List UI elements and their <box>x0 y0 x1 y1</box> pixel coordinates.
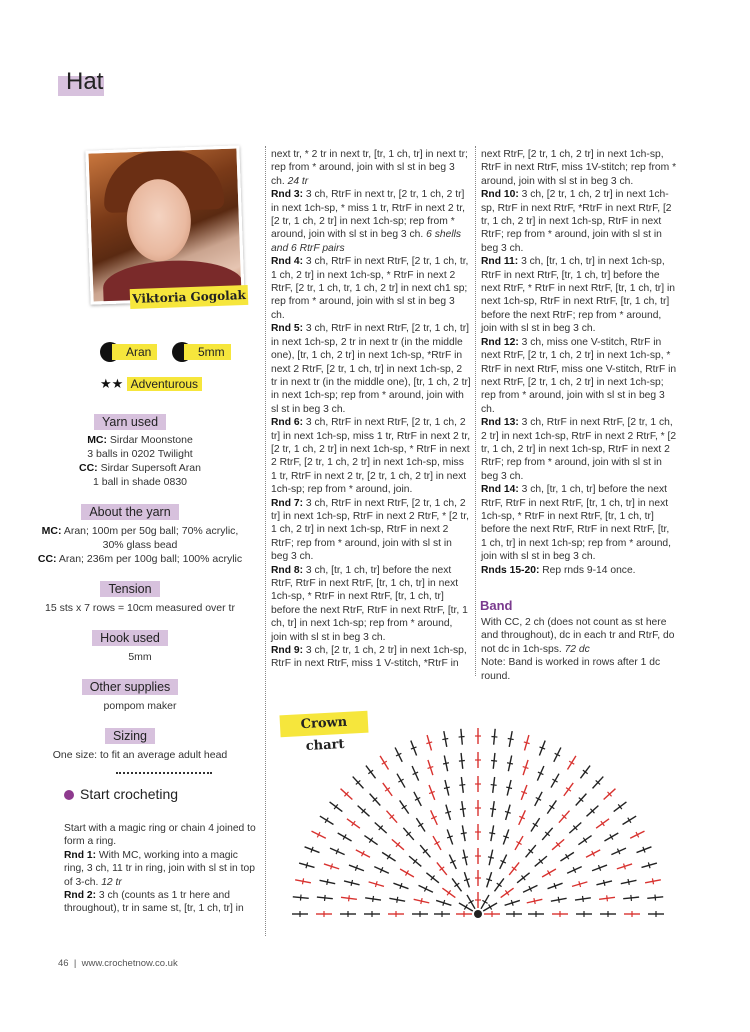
stitch-crossbar <box>442 738 448 739</box>
pattern-column-3 <box>481 148 677 577</box>
hook-size: 5mm <box>184 344 231 360</box>
pattern-round: Rnds 15-20: Rep rnds 9-14 once. <box>481 564 636 576</box>
pattern-round: Rnd 10: 3 ch, [2 tr, 1 ch, 2 tr] in next 1ch-sp, RtrF in next RtrF, *RtrF in next RtrF, [2 tr, 1 ch, 2 tr] in next 1ch-sp, RtrF in next RtrF; rep from * around, join with sl st in beg 3 ch. <box>481 189 672 254</box>
start-heading: Start crocheting <box>64 786 264 802</box>
stitch-crossbar <box>648 862 650 868</box>
stitch-crossbar <box>631 895 632 901</box>
pattern-round: Rnd 6: 3 ch, RtrF in next RtrF, [2 tr, 1 ch, 2 tr] in next 1ch-sp, miss 1 tr, RtrF in next 2 tr, [2 tr, 1 ch, 2 tr] in next 1ch-sp, * RtrF in next 2 RtrF, [2 tr, 1 ch, 2 tr] in next 1ch-sp, miss 1 tr, RtrF in next 2 tr, [2 tr, 1 ch, 2 tr] in next 1ch-sp; rep from * around, join. <box>271 417 471 496</box>
stitch-crossbar <box>655 895 656 901</box>
page-number: 46 <box>58 958 69 969</box>
section-body: One size: to fit an average adult head <box>52 749 228 761</box>
footer-url: www.crochetnow.co.uk <box>81 958 178 969</box>
stitch-crossbar <box>302 878 303 884</box>
section-body: 15 sts x 7 rows = 10cm measured over tr <box>45 602 235 614</box>
stitch-crossbar <box>558 897 559 903</box>
stitch-crossbar <box>534 898 535 904</box>
pattern-round: Rnd 2: 3 ch (counts as 1 tr here and throughout), tr in same st, [tr, 1 ch, tr] in <box>64 890 244 915</box>
stitch-crossbar <box>628 879 629 885</box>
stitch-crossbar <box>444 787 450 788</box>
stitch-crossbar <box>421 898 422 904</box>
pattern-round: Rnd 5: 3 ch, RtrF in next RtrF, [2 tr, 1 ch, tr] in next 1ch-sp, 2 tr in next tr (in the middle one), [tr, 1 ch, 2 tr] in next 1ch-sp, *RtrF in next 2 RtrF, [2 tr, 1 ch, tr] in next 1ch-sp, 2 tr in next tr (in the middle one), [tr, 1 ch, 2 tr] in next 1ch-sp; rep from * around, join with sl st in beg 3 ch. <box>271 323 471 415</box>
stitch-crossbar <box>508 738 514 739</box>
crown-chart-stitches <box>292 728 664 918</box>
stitch-crossbar <box>524 742 530 744</box>
stitch-crossbar <box>607 895 608 901</box>
section-heading: Sizing <box>0 727 260 745</box>
stitch-crossbar <box>325 895 326 901</box>
stitch-crossbar <box>351 880 352 886</box>
stitch-crossbar <box>491 785 497 786</box>
section-body: 5mm <box>128 651 152 663</box>
section-body: pompom maker <box>103 700 177 712</box>
stitch-crossbar <box>300 895 301 901</box>
stitch-crossbar <box>652 878 653 884</box>
stitch-crossbar <box>491 736 497 737</box>
info-panel <box>0 0 260 770</box>
pattern-round: Rnd 8: 3 ch, [tr, 1 ch, tr] before the next RtrF, RtrF in next RtrF, [tr, 1 ch, tr] in next 1ch-sp, * RtrF in next RtrF, [tr, 1 ch, tr] before the next RtrF, RtrF in next RtrF, [tr, 1 ch, tr] in next 1ch-sp; rep from * around, join with sl st in beg 3 ch. <box>271 564 468 643</box>
bullet-icon <box>64 790 74 800</box>
skill-label: Adventurous <box>127 377 202 391</box>
stitch-crossbar <box>507 763 513 764</box>
pattern-round: Rnd 12: 3 ch, miss one V-stitch, RtrF in next RtrF, [2 tr, 1 ch, 2 tr] in next 1ch-sp, * RtrF in next RtrF, miss one V-stitch, RtrF in next RtrF, [2 tr, 1 ch, 2 tr] in next 1ch-sp; rep from * around, join with sl st in beg 3 ch. <box>481 336 677 415</box>
stitch-crossbar <box>461 833 467 834</box>
column-divider <box>475 146 476 676</box>
pattern-round: next tr, * 2 tr in next tr, [tr, 1 ch, tr] in next tr; rep from * around, join with sl st in beg 3 ch. 24 tr <box>271 149 468 187</box>
section-body: MC: Aran; 100m per 50g ball; 70% acrylic, 30% glass bead CC: Aran; 236m per 100g ball; 100% acrylic <box>37 525 243 565</box>
skill-stars: ★★ <box>100 376 124 391</box>
stitch-crossbar <box>445 811 451 813</box>
pattern-round: next RtrF, [2 tr, 1 ch, 2 tr] in next 1ch-sp, RtrF in next RtrF, miss 1V-stitch; rep from * around, join with sl st in beg 3 ch. <box>481 149 677 187</box>
pattern-round: Rnd 13: 3 ch, RtrF in next RtrF, [2 tr, 1 ch, 2 tr] in next 1ch-sp, RtrF in next 2 RtrF, * [2 tr, 1 ch, 2 tr] in next 1ch-sp, RtrF in next 2 RtrF; rep from * around, join with sl st in beg 3 ch. <box>481 417 677 482</box>
stitch-crossbar <box>349 895 350 901</box>
section-heading: Yarn used <box>0 413 260 431</box>
stitch-crossbar <box>306 862 308 868</box>
pattern-column-1 <box>64 822 260 916</box>
section-heading: About the yarn <box>0 503 260 521</box>
magic-ring-symbol <box>474 910 482 918</box>
band-text: With CC, 2 ch (does not count as st here and throughout), dc in each tr and RtrF, do not dc in 1ch-sps. 72 dc Note: Band is worked in rows after 1 dc round. <box>481 617 675 682</box>
stitch-crossbar <box>375 881 377 887</box>
pattern-round: Rnd 7: 3 ch, RtrF in next RtrF, [2 tr, 1 ch, 2 tr] in next 1ch-sp, RtrF in next 2 RtrF, * [2 tr, 1 ch, 2 tr] in next 1ch-sp, RtrF in next 2 RtrF; rep from * around, join with sl st in beg 3 ch. <box>271 497 469 563</box>
section-body: MC: Sirdar Moonstone 3 balls in 0202 Twilight CC: Sirdar Supersoft Aran 1 ball in shade 0830 <box>79 434 201 488</box>
stitch-crossbar <box>459 736 465 737</box>
stitch-crossbar <box>397 897 398 903</box>
pattern-round: Rnd 3: 3 ch, RtrF in next tr, [2 tr, 1 ch, 2 tr] in next 1ch-sp, * miss 1 tr, RtrF in next 2 tr, [2 tr, 1 ch, 2 tr] in next 1ch-sp; rep from * around, join with sl st in beg 3 ch. 6 shells and 6 RtrF pairs <box>271 189 465 254</box>
pattern-round: Rnd 4: 3 ch, RtrF in next RtrF, [2 tr, 1 ch, tr, 1 ch, 2 tr] in next 1ch-sp, * RtrF in next 2 RtrF, [2 tr, 1 ch, tr, 1 ch, 2 tr] in next ch1 sp; rep from * around, join with sl st in beg 3 ch. <box>271 256 469 321</box>
pattern-column-2 <box>271 148 471 671</box>
stitch-crossbar <box>426 742 432 744</box>
stitch-crossbar <box>459 785 465 786</box>
stitch-crossbar <box>489 833 495 834</box>
stitch-crossbar <box>490 809 496 810</box>
stitch-crossbar <box>488 857 494 858</box>
stitch-crossbar <box>462 857 468 858</box>
stitch-crossbar <box>459 761 465 762</box>
pattern-round: Rnd 14: 3 ch, [tr, 1 ch, tr] before the next RtrF, RtrF in next RtrF, [tr, 1 ch, tr] in next 1ch-sp, * RtrF in next RtrF, [tr, 1 ch, tr] before the next RtrF, RtrF in next RtrF, [tr, 1 ch, tr] in next 1ch-sp; rep from * around, join with sl st in beg 3 ch. <box>481 484 672 563</box>
designer-name: Viktoria Gogolak <box>130 285 249 309</box>
section-heading: Tension <box>0 580 260 598</box>
footer: 46 | www.crochetnow.co.uk <box>58 958 178 969</box>
column-divider <box>265 146 266 936</box>
stitch-crossbar <box>373 896 374 902</box>
pattern-round: Rnd 1: With MC, working into a magic ring, 3 ch, 11 tr in ring, join with sl st in top of 3-ch. 12 tr <box>64 849 255 888</box>
stitch-crossbar <box>604 880 605 886</box>
band-heading: Band <box>480 598 513 613</box>
pattern-round: Rnd 11: 3 ch, [tr, 1 ch, tr] in next 1ch-sp, RtrF in next RtrF, [tr, 1 ch, tr] before the next RtrF, * RtrF in next RtrF, [tr, 1 ch, tr] in next 1ch-sp, RtrF in next RtrF, [tr, 1 ch, tr] before the next RtrF; rep from * around, join with sl st in beg 3 ch. <box>481 256 675 335</box>
stitch-crossbar <box>443 763 449 764</box>
stitch-crossbar <box>506 787 512 788</box>
stitch-crossbar <box>579 881 581 887</box>
stitch-crossbar <box>505 811 511 813</box>
pattern-round: Start with a magic ring or chain 4 joined to form a ring. <box>64 823 256 848</box>
page-title: Hat <box>58 68 104 98</box>
divider <box>116 772 212 774</box>
pattern-round: Rnd 9: 3 ch, [2 tr, 1 ch, 2 tr] in next 1ch-sp, RtrF in next RtrF, miss 1 V-stitch, *RtrF in <box>271 645 467 670</box>
yarn-weight: Aran <box>112 344 157 360</box>
crown-chart-label: Crown chart <box>279 711 368 738</box>
crown-chart <box>280 714 675 934</box>
stitch-crossbar <box>460 809 466 810</box>
stitch-crossbar <box>582 896 583 902</box>
section-heading: Hook used <box>0 629 260 647</box>
stitch-crossbar <box>327 879 328 885</box>
section-heading: Other supplies <box>0 678 260 696</box>
stitch-crossbar <box>491 761 497 762</box>
